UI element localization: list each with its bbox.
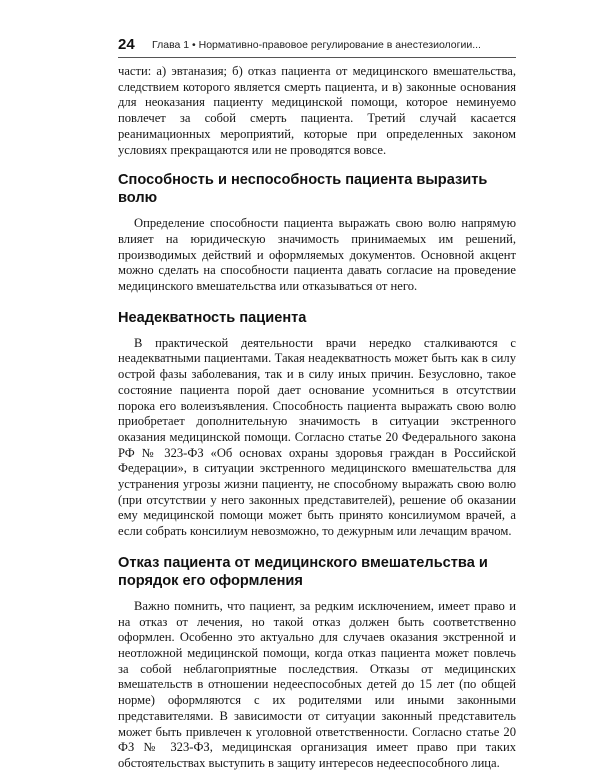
refusal-paragraph: Важно помнить, что пациент, за редким исключением, имеет право и на отказ от лечения, но такой отказ должен быть соответственно оформлен. Особенно это актуально для случаев оказания экстренной и неотложной медицинской помощи, когда отказ пациента может повлечь за собой неблагоприятные последствия. Отказы от медицинских вмешательств в отношении недееспособных детей до 15 лет (по общей норме) оформляются с их родителями или иными законными представителями. В зависимости от ситуации законный представитель может быть привлечен к уголовной ответственности. Согласно статье 20 ФЗ № 323-ФЗ, медицинская организация имеет право при таких обстоятельствах выступить в защиту интересов недееспособного лица. [118, 598, 516, 770]
inadequacy-paragraph: В практической деятельности врачи нередко сталкиваются с неадекватными пациентами. Такая неадекватность может быть как в силу острой фазы заболевания, так и в силу иных причин. Безусловно, такое состояние пациента порой дает основание усомниться в отсутствии порока его волеизъявления. Способность пациента выражать свою волю приобретает дополнительную значимость в ситуации экстренного оказания медицинской помощи. Согласно статье 20 Федерального закона РФ № 323-ФЗ «Об основах охраны здоровья граждан в Российской Федерации», в ситуации экстренного медицинского вмешательства для устранения угрозы жизни пациенту, не способному выражать свою волю (при отсутствии у него законных представителей), решение об оказании ему медицинской помощи может быть принято консилиумом врачей, а если собрать консилиум невозможно, то дежурным или лечащим врачом. [118, 335, 516, 539]
page-number: 24 [118, 36, 135, 53]
header-rule [118, 57, 516, 58]
page-body [118, 64, 516, 772]
running-head: Глава 1 • Нормативно-правовое регулирование в анестезиологии... [152, 39, 481, 51]
capacity-paragraph: Определение способности пациента выражать свою волю напрямую влияет на юридическую значимость принимаемых им решений, производимых действий и оформляемых документов. Основной акцент можно сделать на способности пациента давать согласие на проведение медицинского вмешательства или отказываться от него. [118, 216, 516, 294]
section-heading-capacity: Способность и неспособность пациента выразить волю [118, 172, 488, 207]
intro-paragraph: части: а) эвтаназия; б) отказ пациента от медицинского вмешательства, следствием которого является смерть пациента, и в) законные основания для неоказания пациенту медицинской помощи, которое неминуемо повлечет за собой смерть пациента. Третий случай касается реанимационных мероприятий, которые при определенных законом условиях прекращаются или не проводятся вовсе. [118, 64, 516, 157]
section-heading-refusal: Отказ пациента от медицинского вмешательства и порядок его оформления [118, 554, 488, 589]
section-heading-inadequacy: Неадекватность пациента [118, 309, 307, 326]
page-header [118, 36, 518, 58]
